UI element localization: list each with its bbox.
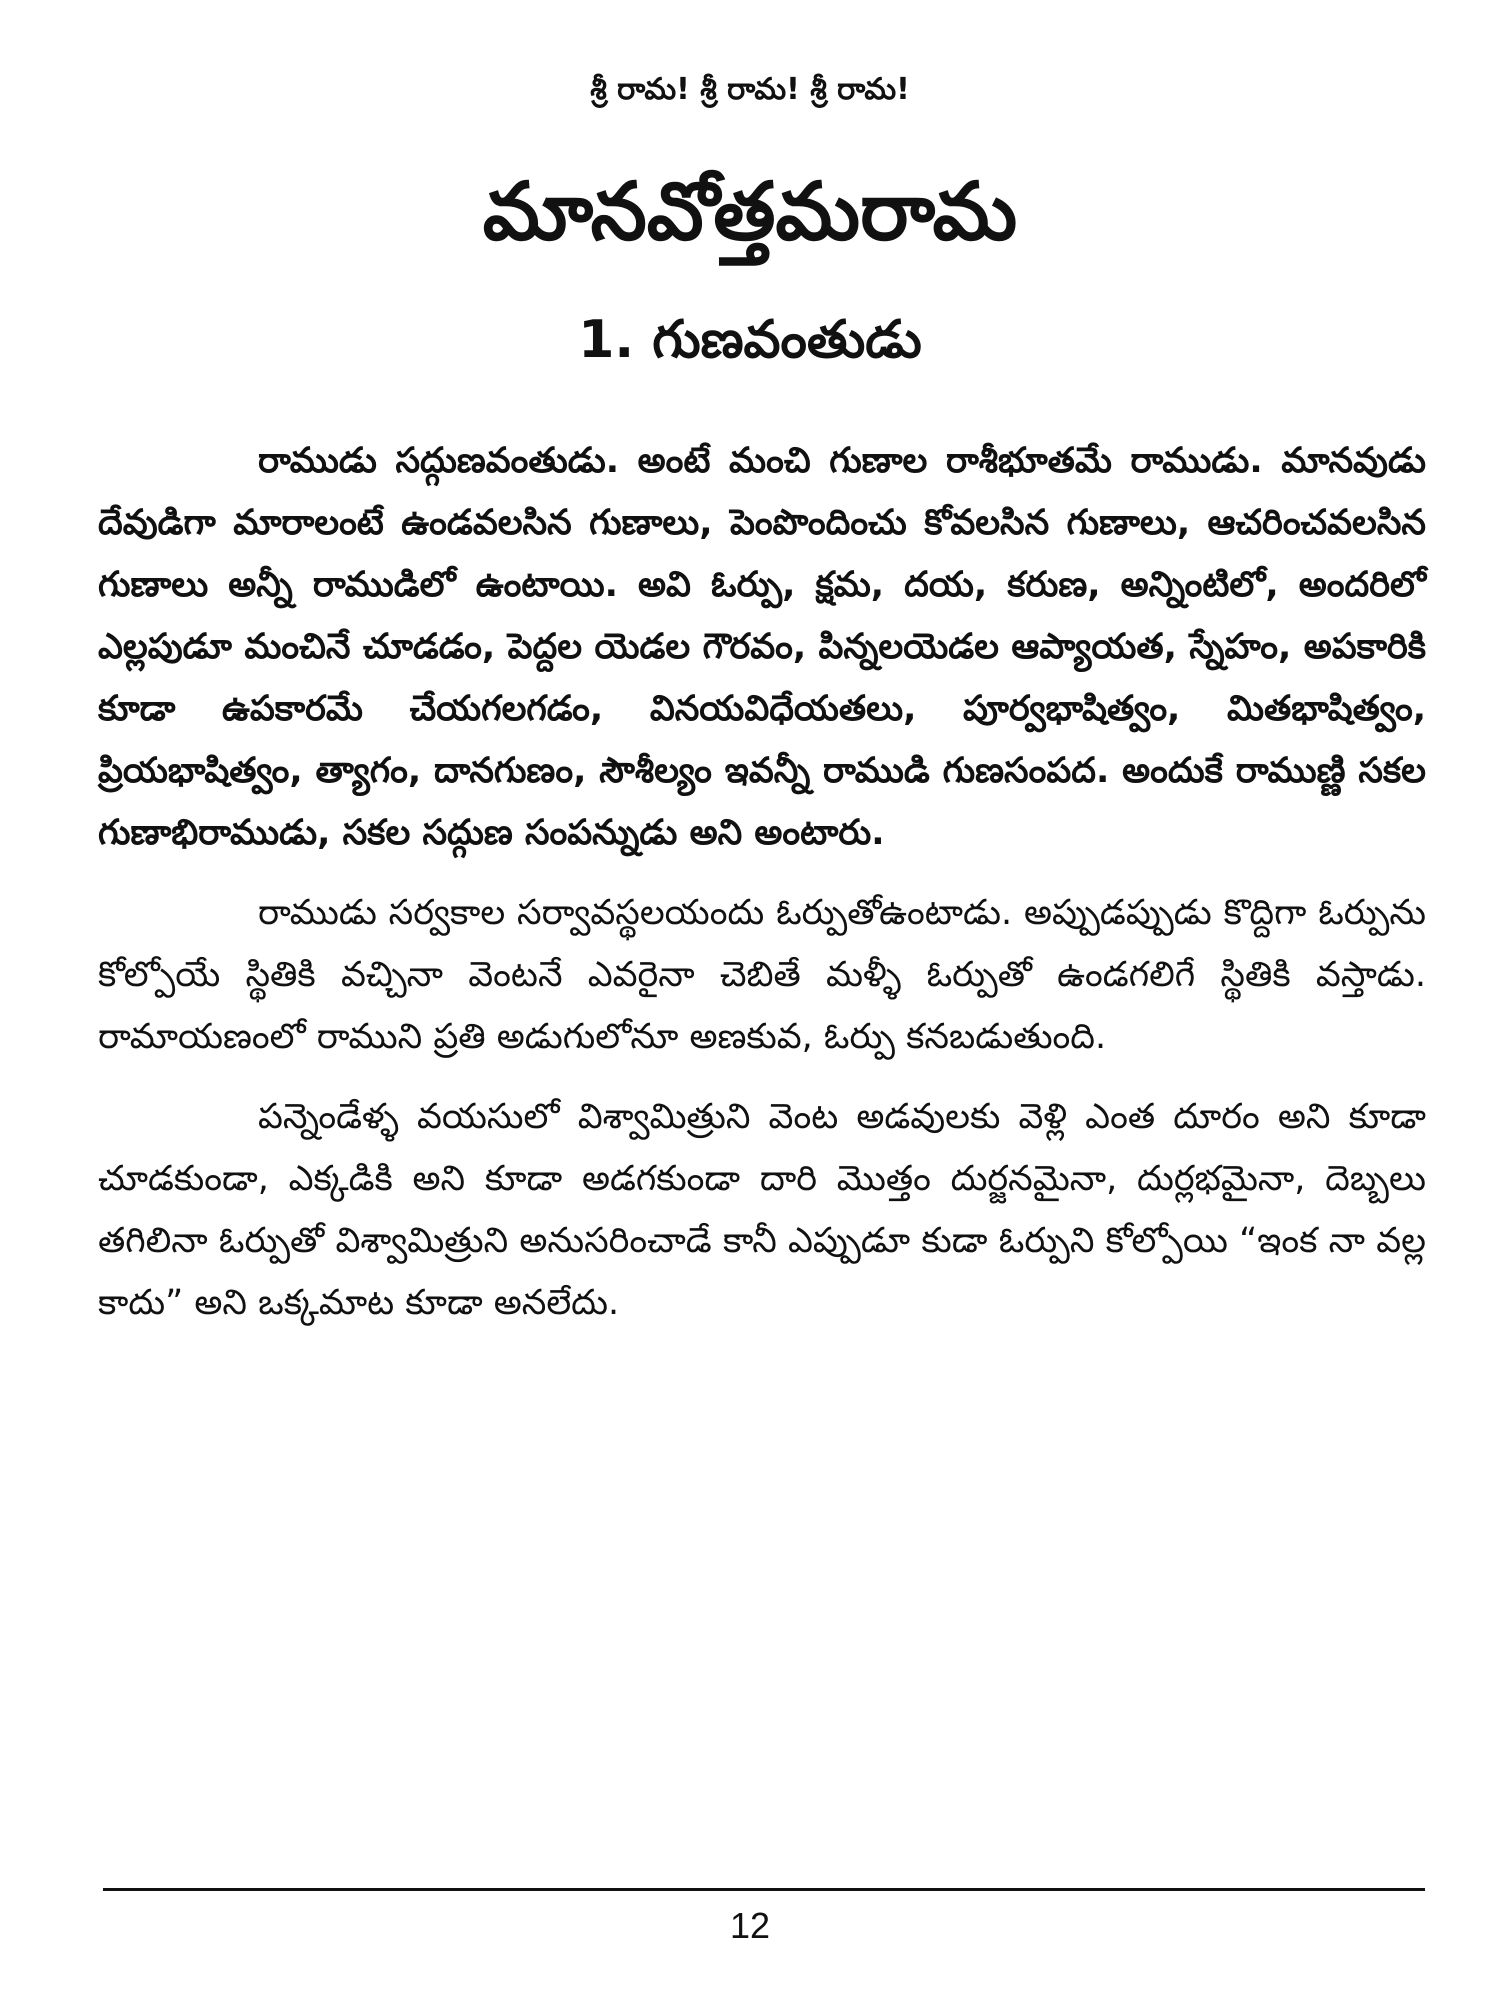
- paragraph-1: రాముడు సద్గుణవంతుడు. అంటే మంచి గుణాల రాశీభూతమే రాముడు. మానవుడు దేవుడిగా మారాలంటే ఉండవలసిన గుణాలు, పెంపొందించు కోవలసిన గుణాలు, ఆచరించవలసిన గుణాలు అన్నీ రాముడిలో ఉంటాయి. అవి ఓర్పు, క్షమ, దయ, కరుణ, అన్నింటిలో, అందరిలో ఎల్లపుడూ మంచినే చూడడం, పెద్దల యెడల గౌరవం, పిన్నలయెడల ఆప్యాయత, స్నేహం, అపకారికి కూడా ఉపకారమే చేయగలగడం, వినయవిధేయతలు, పూర్వభాషిత్వం, మితభాషిత్వం, ప్రియభాషిత్వం, త్యాగం, దానగుణం, సౌశీల్యం ఇవన్నీ రాముడి గుణసంపద. అందుకే రాముణ్ణి సకల గుణాభిరాముడు, సకల సద్గుణ సంపన్నుడు అని అంటారు.: [98, 441, 1426, 853]
- paragraph-2: రాముడు సర్వకాల సర్వావస్థలయందు ఓర్పుతోఉంటాడు. అప్పుడప్పుడు కొద్దిగా ఓర్పును కోల్పోయే స్థితికి వచ్చినా వెంటనే ఎవరైనా చెబితే మళ్ళీ ఓర్పుతో ఉండగలిగే స్థితికి వస్తాడు. రామాయణంలో రాముని ప్రతి అడుగులోనూ అణకువ, ఓర్పు కనబడుతుంది.: [98, 893, 1426, 1057]
- page-number: 12: [729, 1905, 771, 1946]
- book-title: మానవోత్తమరామ: [482, 165, 1018, 258]
- body-text: [98, 430, 1426, 1334]
- invocation-line: శ్రీ రామ! శ్రీ రామ! శ్రీ రామ!: [590, 72, 910, 107]
- chapter-title: 1. గుణవంతుడు: [578, 310, 922, 370]
- footer-divider: [103, 1888, 1425, 1891]
- paragraph-3: పన్నెండేళ్ళ వయసులో విశ్వామిత్రుని వెంట అడవులకు వెళ్లి ఎంత దూరం అని కూడా చూడకుండా, ఎక్కడికి అని కూడా అడగకుండా దారి మొత్తం దుర్జనమైనా, దుర్లభమైనా, దెబ్బలు తగిలినా ఓర్పుతో విశ్వామిత్రుని అనుసరించాడే కానీ ఎప్పుడూ కుడా ఓర్పుని కోల్పోయి “ఇంక నా వల్ల కాదు” అని ఒక్కమాట కూడా అనలేదు.: [98, 1097, 1426, 1323]
